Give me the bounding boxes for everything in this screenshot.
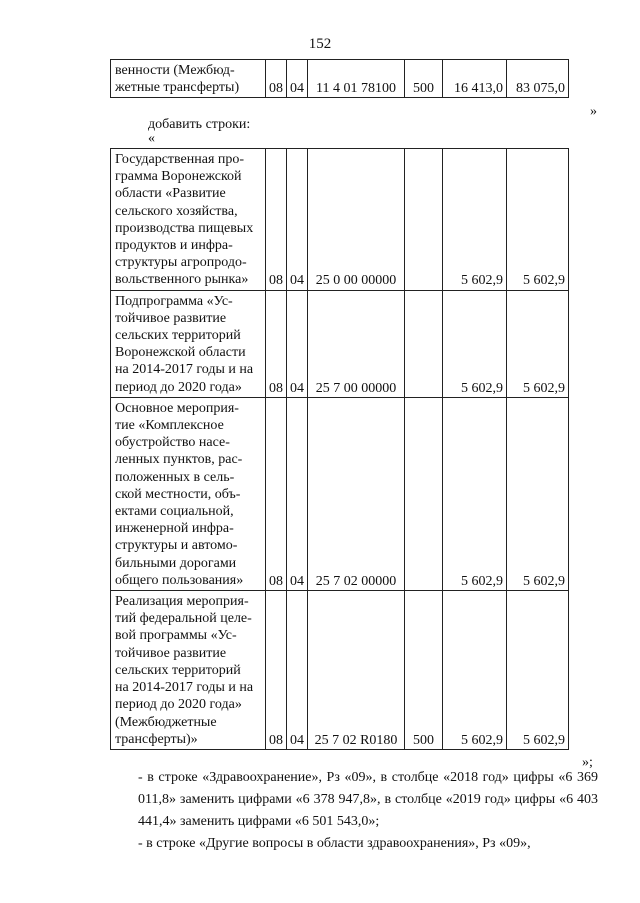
name-line: тойчивое развитие — [115, 645, 227, 661]
name-line: жетные трансферты) — [115, 80, 240, 96]
budget-table-added-rows — [110, 148, 569, 750]
name-line: ленных пунктов, рас- — [115, 452, 243, 468]
name-line: тойчивое развитие — [115, 310, 227, 326]
vr-cell — [405, 290, 443, 397]
amount-2018-cell: 5 602,9 — [443, 591, 507, 750]
vr-cell — [405, 397, 443, 590]
table-row — [111, 290, 569, 397]
csr-cell: 25 7 02 R0180 — [308, 591, 405, 750]
close-quote-top: » — [590, 104, 597, 119]
name-line: (Межбюджетные — [115, 714, 217, 730]
amount-2019-cell: 83 075,0 — [507, 60, 569, 98]
amount-2019-cell: 5 602,9 — [507, 149, 569, 291]
vr-cell — [405, 149, 443, 291]
name-line: структуры и автомо- — [115, 538, 238, 554]
name-line: Подпрограмма «Ус- — [115, 293, 233, 309]
pr-cell: 04 — [287, 290, 308, 397]
name-line: общего пользования» — [115, 572, 244, 588]
name-line: положенных в сель- — [115, 469, 235, 485]
name-line: сельского хозяйства, — [115, 203, 238, 219]
name-line: ской местности, объ- — [115, 486, 241, 502]
paragraph-text: - в строке «Здравоохранение», Рз «09», в столбце «2018 год» цифры «6 369 011,8» заменить цифрами «6 378 947,8», в столбце «2019 год» цифры «6 403 441,4» заменить цифрами «6 501 543,0»; — [138, 770, 598, 829]
paragraph-healthcare — [110, 767, 598, 833]
page-number: 152 — [308, 36, 332, 52]
row-name-cell — [111, 149, 266, 291]
name-line: тий федеральной целе- — [115, 611, 252, 627]
rz-cell: 08 — [266, 149, 287, 291]
name-line: на 2014-2017 годы и на — [115, 680, 254, 696]
csr-cell: 25 0 00 00000 — [308, 149, 405, 291]
paragraph-other-healthcare — [110, 833, 598, 855]
name-line: инженерной инфра- — [115, 521, 234, 537]
name-line: обустройство насе- — [115, 435, 230, 451]
row-name-cell — [111, 60, 266, 98]
name-line: тие «Комплексное — [115, 418, 224, 434]
rz-cell: 08 — [266, 290, 287, 397]
vr-cell: 500 — [405, 60, 443, 98]
row-name-cell — [111, 591, 266, 750]
rz-cell: 08 — [266, 397, 287, 590]
rz-cell: 08 — [266, 60, 287, 98]
name-line: венности (Межбюд- — [115, 63, 235, 78]
table-row — [111, 149, 569, 291]
name-line: период до 2020 года» — [115, 697, 242, 713]
open-quote: « — [148, 131, 155, 146]
name-line: грамма Воронежской — [115, 169, 242, 185]
amount-2018-cell: 5 602,9 — [443, 149, 507, 291]
name-line: период до 2020 года» — [115, 379, 242, 395]
rz-cell: 08 — [266, 591, 287, 750]
pr-cell: 04 — [287, 60, 308, 98]
pr-cell: 04 — [287, 149, 308, 291]
name-line: на 2014-2017 годы и на — [115, 362, 254, 378]
name-line: Основное мероприя- — [115, 400, 239, 416]
name-line: Государственная про- — [115, 152, 245, 167]
table-row — [111, 591, 569, 750]
row-name-cell — [111, 397, 266, 590]
name-line: Реализация мероприя- — [115, 594, 249, 610]
pr-cell: 04 — [287, 591, 308, 750]
name-line: ектами социальной, — [115, 504, 234, 520]
add-rows-label: добавить строки: — [148, 117, 251, 132]
table-row — [111, 60, 569, 98]
row-name-cell — [111, 290, 266, 397]
name-line: производства пищевых — [115, 220, 254, 236]
amount-2018-cell: 5 602,9 — [443, 397, 507, 590]
amount-2018-cell: 5 602,9 — [443, 290, 507, 397]
name-line: трансферты)» — [115, 731, 198, 747]
name-line: вольственного рынка» — [115, 272, 249, 288]
name-line: сельских территорий — [115, 662, 241, 678]
amount-2019-cell: 5 602,9 — [507, 397, 569, 590]
csr-cell: 25 7 00 00000 — [308, 290, 405, 397]
budget-table-top — [110, 59, 569, 98]
csr-cell: 25 7 02 00000 — [308, 397, 405, 590]
name-line: структуры агропродо- — [115, 255, 247, 271]
close-quote-semicolon: »; — [582, 755, 593, 770]
name-line: продуктов и инфра- — [115, 238, 233, 254]
csr-cell: 11 4 01 78100 — [308, 60, 405, 98]
amount-2019-cell: 5 602,9 — [507, 591, 569, 750]
vr-cell: 500 — [405, 591, 443, 750]
table-row — [111, 397, 569, 590]
name-line: Воронежской области — [115, 345, 246, 361]
name-line: сельских территорий — [115, 328, 241, 344]
name-line: вой программы «Ус- — [115, 628, 237, 644]
pr-cell: 04 — [287, 397, 308, 590]
amount-2018-cell: 16 413,0 — [443, 60, 507, 98]
name-line: области «Развитие — [115, 186, 226, 202]
amount-2019-cell: 5 602,9 — [507, 290, 569, 397]
paragraph-text: - в строке «Другие вопросы в области здравоохранения», Рз «09», — [138, 836, 531, 851]
name-line: бильными дорогами — [115, 555, 237, 571]
